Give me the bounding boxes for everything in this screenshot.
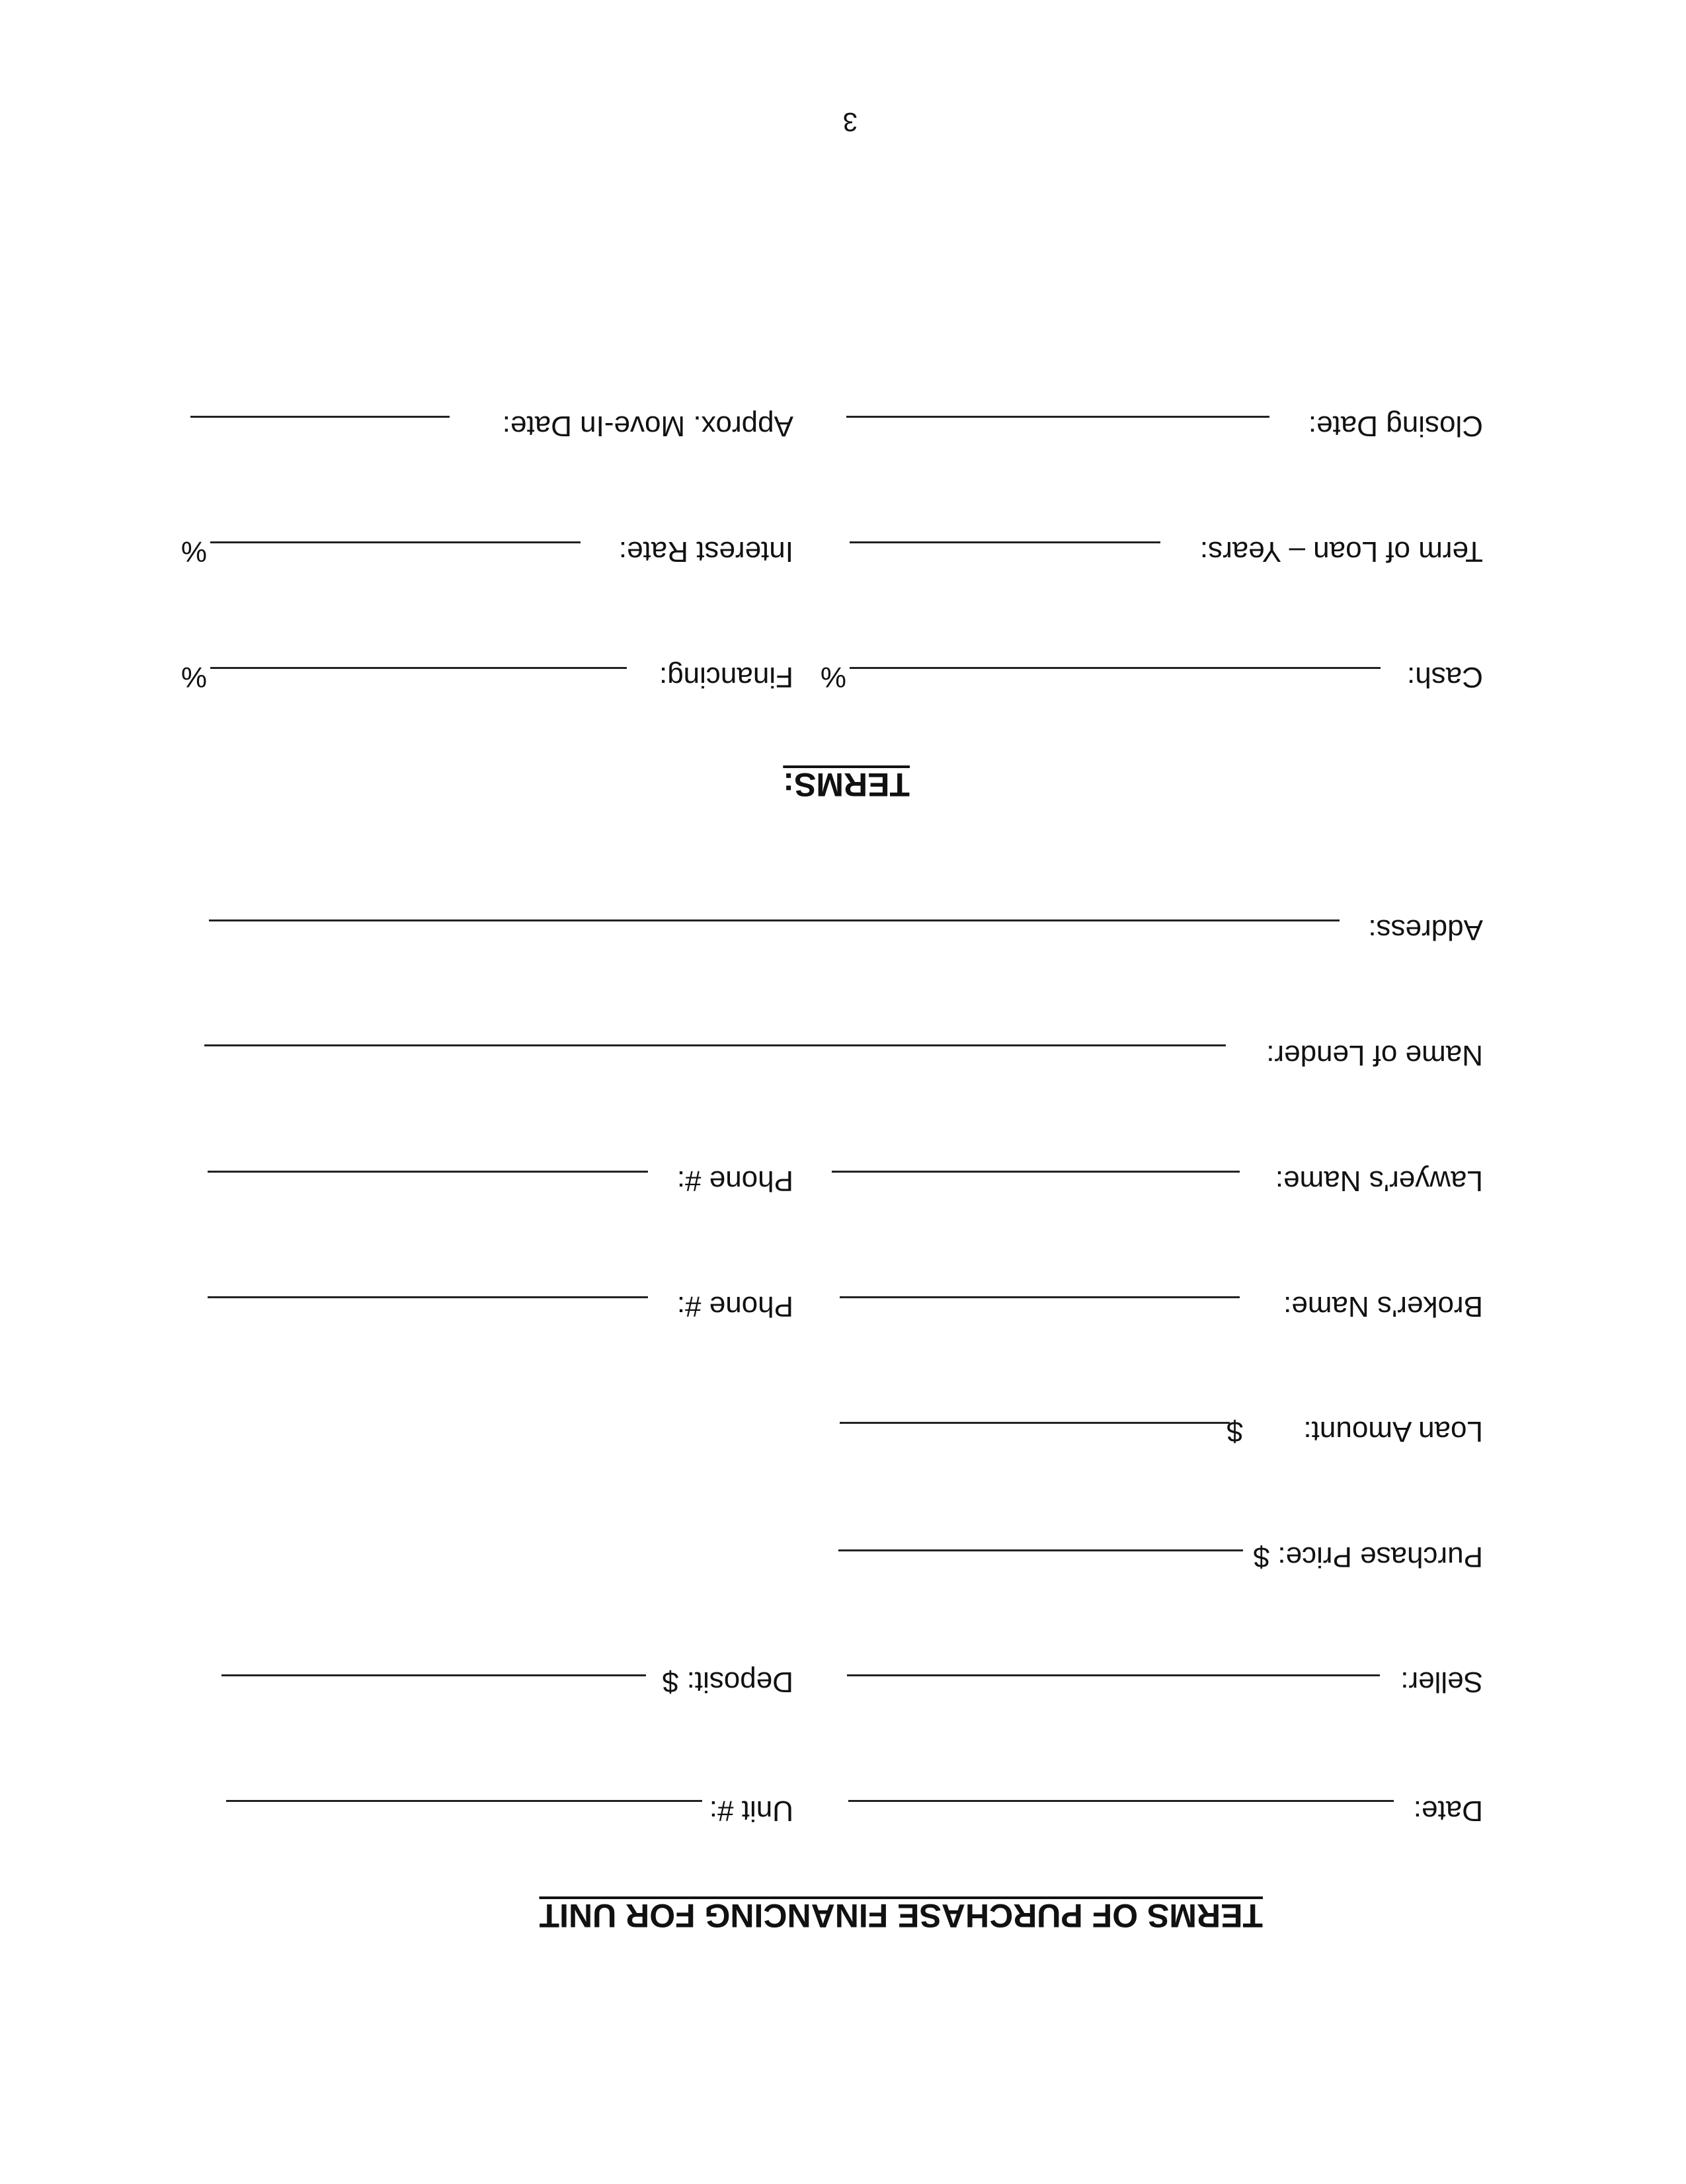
- financing-field[interactable]: [210, 667, 627, 669]
- move-in-date-label: Approx. Move-In Date:: [502, 410, 793, 442]
- closing-date-field[interactable]: [846, 416, 1269, 418]
- document-title: TERMS OF PURCHASE FINANCING FOR UNIT: [539, 1897, 1263, 1934]
- interest-rate-label: Interest Rate:: [618, 535, 793, 568]
- terms-heading: TERMS:: [783, 766, 910, 803]
- broker-phone-label: Phone #:: [676, 1290, 793, 1323]
- name-of-lender-label: Name of Lender:: [1266, 1039, 1483, 1072]
- deposit-field[interactable]: [221, 1674, 646, 1676]
- financing-label: Financing:: [659, 661, 793, 693]
- purchase-price-label: Purchase Price: $: [1253, 1541, 1483, 1573]
- page-number: 3: [842, 107, 858, 136]
- unit-field[interactable]: [226, 1800, 702, 1802]
- lawyer-phone-field[interactable]: [208, 1171, 648, 1173]
- deposit-label: Deposit: $: [662, 1666, 793, 1698]
- loan-amount-dollar: $: [1226, 1415, 1243, 1448]
- cash-label: Cash:: [1407, 661, 1483, 693]
- closing-date-label: Closing Date:: [1308, 410, 1483, 442]
- date-field[interactable]: [848, 1800, 1394, 1802]
- unit-label: Unit #:: [709, 1795, 793, 1827]
- loan-amount-field[interactable]: [840, 1422, 1230, 1424]
- loan-amount-label: Loan Amount:: [1303, 1415, 1483, 1448]
- brokers-name-field[interactable]: [840, 1296, 1240, 1298]
- brokers-name-label: Broker's Name:: [1283, 1290, 1483, 1323]
- name-of-lender-field[interactable]: [204, 1044, 1226, 1046]
- term-of-loan-field[interactable]: [850, 541, 1160, 543]
- seller-label: Seller:: [1400, 1666, 1483, 1698]
- cash-percent: %: [820, 661, 846, 693]
- interest-rate-field[interactable]: [210, 541, 581, 543]
- cash-field[interactable]: [850, 667, 1381, 669]
- financing-percent: %: [181, 661, 207, 693]
- lawyers-name-label: Lawyer's Name:: [1275, 1165, 1483, 1197]
- broker-phone-field[interactable]: [208, 1296, 648, 1298]
- lawyer-phone-label: Phone #:: [676, 1165, 793, 1197]
- term-of-loan-label: Term of Loan – Years:: [1199, 535, 1483, 568]
- move-in-date-field[interactable]: [190, 416, 450, 418]
- purchase-price-field[interactable]: [838, 1549, 1243, 1551]
- address-field[interactable]: [209, 919, 1340, 921]
- address-label: Address:: [1368, 914, 1483, 946]
- lawyers-name-field[interactable]: [832, 1171, 1240, 1173]
- date-label: Date:: [1413, 1795, 1483, 1827]
- seller-field[interactable]: [847, 1674, 1380, 1676]
- interest-rate-percent: %: [181, 535, 207, 568]
